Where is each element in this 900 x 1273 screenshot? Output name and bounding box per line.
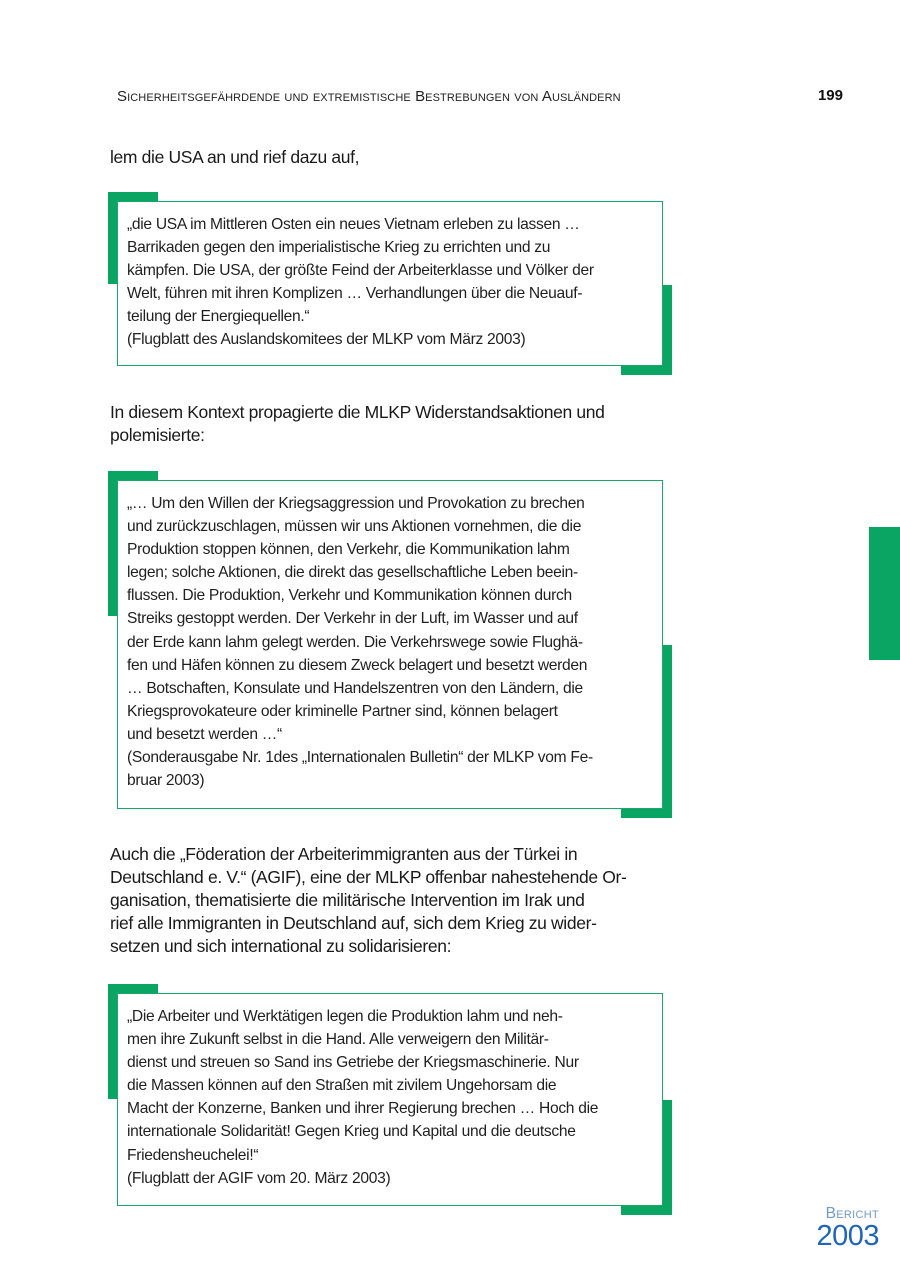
paragraph-line: In diesem Kontext propagierte die MLKP Widerstandsaktionen und bbox=[110, 402, 605, 422]
quote-line: teilung der Energiequellen.“ bbox=[127, 308, 310, 326]
paragraph-line: rief alle Immigranten in Deutschland auf, sich dem Krieg zu wider- bbox=[110, 913, 597, 933]
quote-line: Barrikaden gegen den imperialistische Krieg zu errichten und zu bbox=[127, 239, 551, 257]
quote-line: Macht der Konzerne, Banken und ihrer Regierung brechen … Hoch die bbox=[127, 1100, 599, 1118]
quote-line: dienst und streuen so Sand ins Getriebe der Kriegsmaschinerie. Nur bbox=[127, 1054, 579, 1072]
quote-line: „die USA im Mittleren Osten ein neues Vietnam erleben zu lassen … bbox=[127, 216, 580, 233]
quote-line: Produktion stoppen können, den Verkehr, die Kommunikation lahm bbox=[127, 541, 570, 559]
paragraph-line: Auch die „Föderation der Arbeiterimmigranten aus der Türkei in bbox=[110, 844, 578, 864]
quote-source: (Flugblatt der AGIF vom 20. März 2003) bbox=[127, 1169, 391, 1187]
quote-line: Friedensheuchelei!“ bbox=[127, 1146, 259, 1164]
quote-line: legen; solche Aktionen, die direkt das gesellschaftliche Leben beein- bbox=[127, 564, 578, 582]
quote-line: internationale Solidarität! Gegen Krieg und Kapital und die deutsche bbox=[127, 1123, 576, 1141]
body-paragraph-2 bbox=[110, 401, 665, 447]
quote-line: der Erde kann lahm gelegt werden. Die Verkehrswege sowie Flughä- bbox=[127, 633, 583, 651]
quote-line: fen und Häfen können zu diesem Zweck belagert und besetzt werden bbox=[127, 656, 588, 674]
quote-text bbox=[127, 492, 659, 792]
page-number: 199 bbox=[817, 87, 843, 104]
quote-source: bruar 2003) bbox=[127, 772, 205, 790]
quote-line: Streiks gestoppt werden. Der Verkehr in der Luft, im Wasser und auf bbox=[127, 610, 578, 628]
quote-source: (Sonderausgabe Nr. 1des „Internationalen Bulletin“ der MLKP vom Fe- bbox=[127, 749, 593, 767]
quote-text bbox=[127, 1005, 659, 1190]
body-paragraph-3 bbox=[110, 843, 665, 958]
quote-line: … Botschaften, Konsulate und Handelszentren von den Ländern, die bbox=[127, 679, 583, 697]
quote-line: „… Um den Willen der Kriegsaggression und Provokation zu brechen bbox=[127, 495, 585, 512]
quote-line: und besetzt werden …“ bbox=[127, 725, 282, 743]
quote-source: (Flugblatt des Auslandskomitees der MLKP vom März 2003) bbox=[127, 331, 526, 349]
quote-line: men ihre Zukunft selbst in die Hand. Alle verweigern den Militär- bbox=[127, 1031, 549, 1049]
page-header bbox=[117, 88, 845, 112]
quote-line: Welt, führen mit ihren Komplizen … Verhandlungen über die Neuauf- bbox=[127, 285, 583, 303]
paragraph-line: ganisation, thematisierte die militärische Intervention im Irak und bbox=[110, 890, 585, 910]
quote-line: Kriegsprovokateure oder kriminelle Partner sind, können belagert bbox=[127, 702, 558, 720]
quote-line: und zurückzuschlagen, müssen wir uns Aktionen vornehmen, die die bbox=[127, 518, 582, 536]
quote-line: flussen. Die Produktion, Verkehr und Kommunikation können durch bbox=[127, 587, 572, 605]
quote-line: „Die Arbeiter und Werktätigen legen die Produktion lahm und neh- bbox=[127, 1008, 563, 1025]
chapter-thumb-tab bbox=[869, 527, 900, 660]
quote-line: kämpfen. Die USA, der größte Feind der Arbeiterklasse und Völker der bbox=[127, 262, 594, 280]
paragraph-line: setzen und sich international zu solidarisieren: bbox=[110, 936, 452, 956]
quote-line: die Massen können auf den Straßen mit zivilem Ungehorsam die bbox=[127, 1077, 557, 1095]
quote-box bbox=[117, 993, 663, 1206]
report-logo-year: 2003 bbox=[816, 1220, 879, 1252]
quote-text bbox=[127, 213, 659, 352]
paragraph-line: polemisierte: bbox=[110, 425, 205, 445]
body-paragraph-1: lem die USA an und rief dazu auf, bbox=[110, 147, 360, 167]
quote-box bbox=[117, 480, 663, 809]
running-title: Sicherheitsgefährdende und extremistische Bestrebungen von Ausländern bbox=[117, 88, 621, 105]
report-logo-word: Bericht bbox=[825, 1205, 879, 1222]
paragraph-line: Deutschland e. V.“ (AGIF), eine der MLKP offenbar nahestehende Or- bbox=[110, 867, 627, 887]
quote-box bbox=[117, 201, 663, 366]
report-logo bbox=[816, 1206, 879, 1250]
